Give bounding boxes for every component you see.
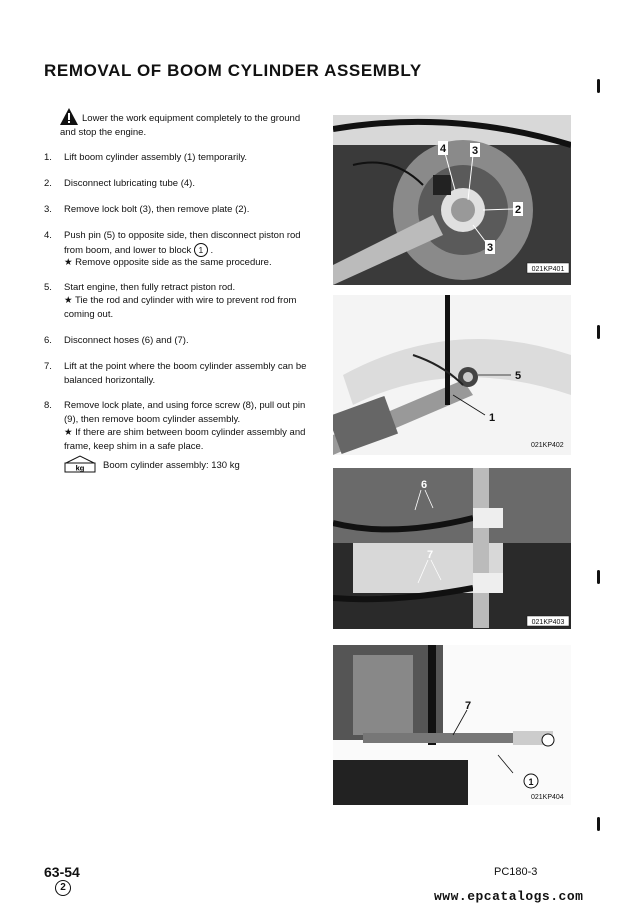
revision-margin-mark xyxy=(597,570,600,584)
step-number: 1. xyxy=(44,152,52,163)
photo-021KP403 xyxy=(333,468,571,629)
weight-icon-label: kg xyxy=(75,463,85,473)
photo-callout: 5 xyxy=(515,370,522,382)
photo-callout: 4 xyxy=(439,143,447,155)
step-number: 5. xyxy=(44,282,52,293)
step-text: Start engine, then fully retract piston rod. xyxy=(64,282,236,293)
step-text: Push pin (5) to opposite side, then disconnect piston rod from boom, and lower to block xyxy=(64,230,301,256)
step-number: 3. xyxy=(44,204,52,215)
photo-code: 021KP401 xyxy=(531,266,565,273)
photo-callout: 3 xyxy=(486,242,494,254)
photo-callout: 2 xyxy=(514,204,522,216)
warning-text: Lower the work equipment completely to the ground and stop the engine. xyxy=(60,113,301,138)
revision-badge: 2 xyxy=(55,880,71,896)
step-number: 8. xyxy=(44,400,52,411)
page-title: REMOVAL OF BOOM CYLINDER ASSEMBLY xyxy=(44,61,422,80)
step-text: Remove lock plate, and using force screw (8), pull out pin (9), then remove boom cylinder assembly. xyxy=(64,400,306,425)
site-watermark[interactable]: www.epcatalogs.com xyxy=(434,889,584,904)
photo-callout: 7 xyxy=(465,700,472,712)
weight-icon xyxy=(64,455,96,473)
photo-021KP404 xyxy=(333,645,571,805)
step-note: ★ If there are shim between boom cylinder assembly and frame, keep shim in a safe place. xyxy=(64,427,306,452)
step-note: ★ Tie the rod and cylinder with wire to prevent rod from coming out. xyxy=(64,295,297,320)
photo-callout: 7 xyxy=(427,549,434,561)
photo-callout: 3 xyxy=(471,145,479,157)
revision-margin-mark xyxy=(597,79,600,93)
step-4: 4. Push pin (5) to opposite side, then disconnect piston rod from boom, and lower to block 1 . ★ Remove opposite side as the same procedure. xyxy=(44,229,318,271)
step-text: Disconnect lubricating tube (4). xyxy=(64,178,195,189)
weight-text: Boom cylinder assembly: 130 kg xyxy=(103,460,240,471)
step-text: Lift boom cylinder assembly (1) temporarily. xyxy=(64,152,248,163)
block-ref-circle: 1 xyxy=(194,243,208,257)
step-number: 6. xyxy=(44,335,52,346)
step-text: Lift at the point where the boom cylinder assembly can be balanced horizontally. xyxy=(64,361,307,386)
photo-callout: 6 xyxy=(421,479,428,491)
photo-callout: 1 xyxy=(489,412,496,424)
photo-code: 021KP404 xyxy=(531,794,564,801)
step-text: Remove lock bolt (3), then remove plate (2). xyxy=(64,204,250,215)
revision-margin-mark xyxy=(597,817,600,831)
step-number: 7. xyxy=(44,361,52,372)
step-number: 2. xyxy=(44,178,52,189)
photo-code: 021KP403 xyxy=(531,619,565,626)
model-name: PC180-3 xyxy=(494,866,538,878)
page-number: 63-54 xyxy=(44,864,80,880)
step-text: Disconnect hoses (6) and (7). xyxy=(64,335,189,346)
photo-code: 021KP402 xyxy=(531,442,564,449)
step-note: ★ Remove opposite side as the same procedure. xyxy=(64,257,272,268)
photo-021KP401 xyxy=(333,115,571,285)
photo-021KP402 xyxy=(333,295,571,455)
step-number: 4. xyxy=(44,230,52,241)
photo-callout: 1 xyxy=(528,777,534,787)
revision-margin-mark xyxy=(597,325,600,339)
